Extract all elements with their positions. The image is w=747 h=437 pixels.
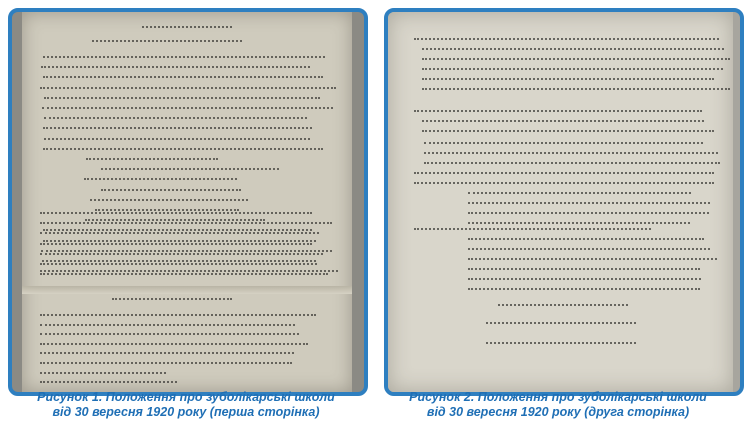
typed-line xyxy=(468,202,710,205)
typed-line xyxy=(422,78,714,81)
typed-line xyxy=(86,158,219,161)
typed-line xyxy=(40,362,292,365)
document-page-1 xyxy=(22,12,352,392)
typed-line xyxy=(40,372,166,375)
typed-line xyxy=(424,142,703,145)
typed-line xyxy=(422,48,724,51)
typed-line xyxy=(40,343,308,346)
typed-line xyxy=(92,40,242,43)
typed-line xyxy=(43,56,325,59)
typed-line xyxy=(468,222,690,225)
typed-text-page-2 xyxy=(388,12,733,392)
typed-line xyxy=(40,352,294,355)
typed-line xyxy=(424,162,720,165)
typed-line xyxy=(40,263,317,266)
typed-line xyxy=(422,88,730,91)
typed-line xyxy=(44,117,307,120)
figure-1-caption-line1: Рисунок 1. Положення про зуболікарські школи xyxy=(37,390,335,404)
typed-line xyxy=(414,172,714,175)
figure-2-caption-line2: від 30 вересня 1920 року (друга сторінка) xyxy=(426,405,690,419)
typed-line xyxy=(44,97,320,100)
typed-line xyxy=(414,182,714,185)
typed-line xyxy=(40,273,328,276)
typed-line xyxy=(424,152,718,155)
typed-line xyxy=(468,192,691,195)
typed-line xyxy=(414,228,651,231)
figure-2-caption-line1: Рисунок 2. Положення про зуболікарські школи xyxy=(409,390,707,404)
typed-line xyxy=(40,324,295,327)
typed-line xyxy=(468,268,700,271)
typed-line xyxy=(468,258,717,261)
typed-line xyxy=(468,238,704,241)
typed-line xyxy=(468,288,700,291)
typed-line xyxy=(84,178,236,181)
typed-line xyxy=(101,189,240,192)
figure-1-photo xyxy=(8,8,368,396)
typed-line xyxy=(498,304,628,307)
figure-2-photo xyxy=(384,8,744,396)
typed-line xyxy=(112,298,232,301)
typed-line xyxy=(486,342,636,345)
typed-line xyxy=(142,26,232,29)
typed-line xyxy=(40,87,335,90)
typed-line xyxy=(40,314,316,317)
typed-line xyxy=(44,138,310,141)
figure-2-caption xyxy=(372,390,744,420)
typed-line xyxy=(422,130,714,133)
typed-line xyxy=(486,322,636,325)
figure-1-caption xyxy=(0,390,372,420)
typed-line xyxy=(414,38,719,41)
typed-line xyxy=(40,222,332,225)
typed-line xyxy=(422,68,723,71)
typed-line xyxy=(43,148,322,151)
typed-line xyxy=(40,333,299,336)
typed-line xyxy=(42,107,333,110)
typed-line xyxy=(414,110,702,113)
typed-line xyxy=(40,243,312,246)
figure-1-caption-line2: від 30 вересня 1920 року (перша сторінка) xyxy=(52,405,320,419)
typed-line xyxy=(40,232,319,235)
typed-line xyxy=(40,212,312,215)
page-fold xyxy=(22,286,352,294)
typed-line xyxy=(40,381,177,384)
typed-line xyxy=(468,248,710,251)
typed-line xyxy=(41,66,311,69)
typed-line xyxy=(422,58,730,61)
typed-line xyxy=(468,212,709,215)
typed-line xyxy=(422,120,704,123)
typed-line xyxy=(90,199,248,202)
typed-line xyxy=(101,168,279,171)
typed-line xyxy=(43,76,323,79)
typed-text-page-1 xyxy=(22,12,352,392)
typed-line xyxy=(468,278,701,281)
typed-line xyxy=(43,127,312,130)
document-page-2 xyxy=(388,12,733,392)
typed-line xyxy=(40,253,323,256)
